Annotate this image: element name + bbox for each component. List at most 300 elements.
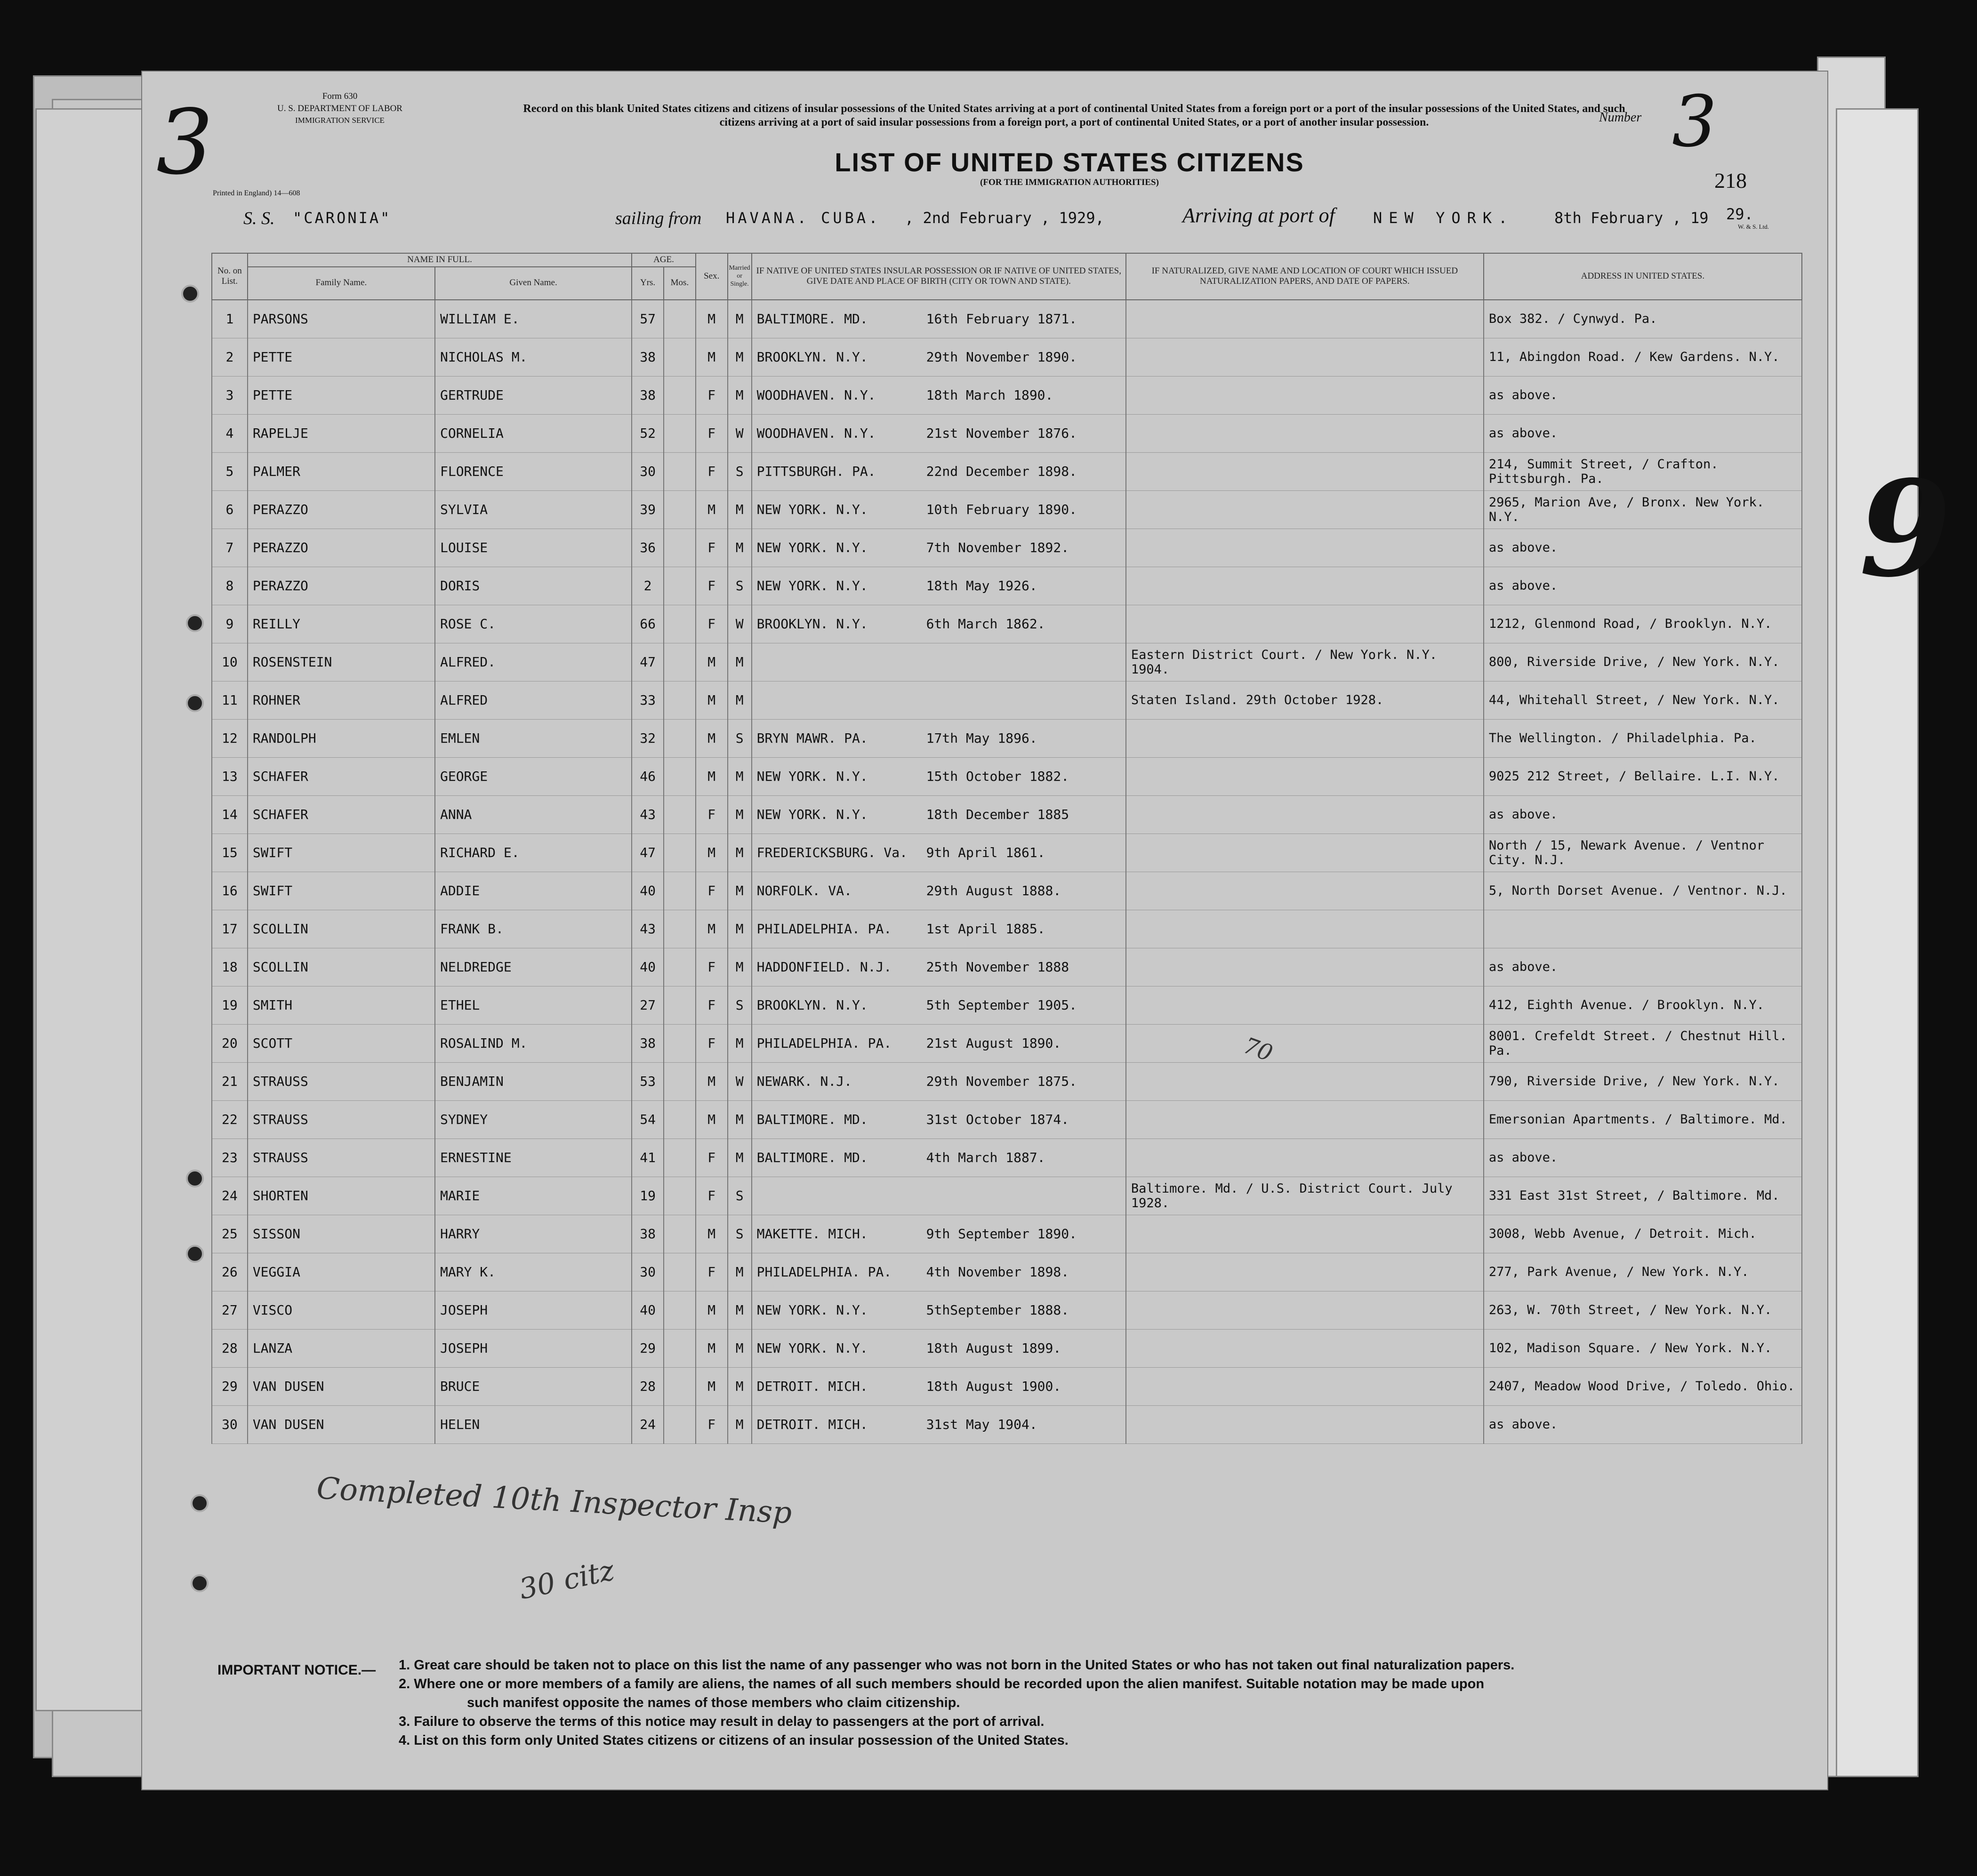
given-name: ROSE C.	[435, 605, 632, 643]
birth-place: BALTIMORE. MD.	[756, 1150, 868, 1166]
age-years: 41	[632, 1138, 664, 1177]
given-name: RICHARD E.	[435, 834, 632, 872]
naturalization	[1126, 605, 1484, 643]
given-name: HARRY	[435, 1215, 632, 1253]
age-months	[664, 719, 696, 757]
margin-mark: 70	[1240, 1032, 1276, 1067]
sailing-label: sailing from	[615, 208, 702, 228]
age-months	[664, 986, 696, 1024]
birth-place: PITTSBURGH. PA.	[756, 464, 876, 480]
address	[1484, 872, 1802, 910]
family-name: VISCO	[248, 1291, 435, 1329]
given-name: EMLEN	[435, 719, 632, 757]
birth-place: NEW YORK. N.Y.	[756, 769, 868, 785]
sex: M	[696, 719, 728, 757]
naturalization	[1126, 1062, 1484, 1100]
sex: F	[696, 1138, 728, 1177]
sex: F	[696, 1177, 728, 1215]
marital-status: M	[728, 948, 752, 986]
marital-status: M	[728, 1253, 752, 1291]
age-years: 39	[632, 490, 664, 529]
sex: F	[696, 795, 728, 834]
birth-place: HADDONFIELD. N.J.	[756, 959, 892, 975]
family-name: RANDOLPH	[248, 719, 435, 757]
address-text: 412, Eighth Avenue. / Brooklyn. N.Y.	[1488, 998, 1765, 1013]
birth-place-date	[752, 338, 1126, 376]
birth-place: BROOKLYN. N.Y.	[756, 616, 868, 632]
birth-place-date	[752, 948, 1126, 986]
family-name: SHORTEN	[248, 1177, 435, 1215]
sex: F	[696, 567, 728, 605]
given-name: MARIE	[435, 1177, 632, 1215]
birth-place: BROOKLYN. N.Y.	[756, 349, 868, 365]
naturalization	[1126, 1215, 1484, 1253]
age-months	[664, 1329, 696, 1367]
given-name: JOSEPH	[435, 1329, 632, 1367]
family-name: PARSONS	[248, 300, 435, 338]
birth-place-date	[752, 795, 1126, 834]
birth-date: 18th August 1900.	[926, 1379, 1061, 1395]
naturalization	[1126, 795, 1484, 834]
birth-date: 15th October 1882.	[926, 769, 1069, 785]
birth-date: 18th August 1899.	[926, 1340, 1061, 1356]
birth-date: 29th November 1890.	[926, 349, 1077, 365]
table-row	[212, 1329, 1802, 1367]
table-row	[212, 681, 1802, 719]
birth-date: 21st November 1876.	[926, 425, 1077, 441]
age-years: 32	[632, 719, 664, 757]
given-name: SYLVIA	[435, 490, 632, 529]
marital-status: S	[728, 719, 752, 757]
birth-place: MAKETTE. MICH.	[756, 1226, 868, 1242]
col-naturalized: IF NATURALIZED, GIVE NAME AND LOCATION OF COURT WHICH ISSUED NATURALIZATION PAPERS, AND DATE OF PAPERS.	[1126, 253, 1484, 300]
col-sex: Sex.	[696, 253, 728, 300]
birth-date: 18th May 1926.	[926, 578, 1037, 594]
address	[1484, 605, 1802, 643]
sex: M	[696, 757, 728, 795]
marital-status: M	[728, 338, 752, 376]
naturalization	[1126, 872, 1484, 910]
address	[1484, 567, 1802, 605]
binder-hole	[181, 285, 199, 303]
birth-place: NEW YORK. N.Y.	[756, 540, 868, 556]
age-months	[664, 414, 696, 452]
given-name: ALFRED	[435, 681, 632, 719]
sex: F	[696, 605, 728, 643]
sex: M	[696, 681, 728, 719]
address	[1484, 529, 1802, 567]
given-name: ADDIE	[435, 872, 632, 910]
age-years: 19	[632, 1177, 664, 1215]
address-text: 3008, Webb Avenue, / Detroit. Mich.	[1488, 1227, 1757, 1242]
age-months	[664, 834, 696, 872]
age-years: 47	[632, 643, 664, 681]
birth-date: 18th December 1885	[926, 807, 1069, 823]
birth-place: PHILADELPHIA. PA.	[756, 921, 892, 937]
table-row	[212, 452, 1802, 490]
birth-date: 6th March 1862.	[926, 616, 1045, 632]
birth-place: FREDERICKSBURG. Va.	[756, 845, 908, 861]
birth-place-date	[752, 1024, 1126, 1062]
age-years: 38	[632, 338, 664, 376]
age-months	[664, 1062, 696, 1100]
birth-place: NEW YORK. N.Y.	[756, 1340, 868, 1356]
birth-place-date	[752, 719, 1126, 757]
birth-place: BALTIMORE. MD.	[756, 311, 868, 327]
sex: M	[696, 643, 728, 681]
marital-status: M	[728, 910, 752, 948]
notice-heading: IMPORTANT NOTICE.—	[217, 1662, 376, 1678]
col-mos: Mos.	[664, 267, 696, 300]
birth-date: 1st April 1885.	[926, 921, 1045, 937]
naturalization	[1126, 338, 1484, 376]
age-months	[664, 1253, 696, 1291]
from-port: HAVANA. CUBA.	[726, 209, 881, 227]
table-row	[212, 757, 1802, 795]
binder-hole	[191, 1494, 209, 1512]
row-number: 14	[212, 795, 248, 834]
family-name: ROSENSTEIN	[248, 643, 435, 681]
table-row	[212, 300, 1802, 338]
address-text: 5, North Dorset Avenue. / Ventnor. N.J.	[1488, 883, 1787, 898]
birth-place-date	[752, 567, 1126, 605]
row-number: 29	[212, 1367, 248, 1405]
table-row	[212, 986, 1802, 1024]
birth-place-date	[752, 1138, 1126, 1177]
address	[1484, 1367, 1802, 1405]
given-name: CORNELIA	[435, 414, 632, 452]
birth-place: NEW YORK. N.Y.	[756, 578, 868, 594]
table-row	[212, 414, 1802, 452]
birth-place-date	[752, 1177, 1126, 1215]
table-row	[212, 1138, 1802, 1177]
table-row	[212, 1177, 1802, 1215]
age-years: 30	[632, 452, 664, 490]
birth-date: 5th September 1905.	[926, 997, 1077, 1013]
address-text: as above.	[1488, 426, 1558, 441]
sex: F	[696, 1024, 728, 1062]
family-name: PERAZZO	[248, 567, 435, 605]
arrival-date: 8th February , 19	[1554, 209, 1709, 227]
row-number: 30	[212, 1405, 248, 1443]
given-name: DORIS	[435, 567, 632, 605]
birth-date: 31st October 1874.	[926, 1112, 1069, 1128]
address-text: 2965, Marion Ave, / Bronx. New York. N.Y.	[1488, 495, 1765, 524]
underlying-sheet-left	[35, 108, 151, 1711]
address-text: as above.	[1488, 1417, 1558, 1432]
birth-place: DETROIT. MICH.	[756, 1379, 868, 1395]
address-text: 214, Summit Street, / Crafton. Pittsburgh. Pa.	[1488, 457, 1719, 486]
family-name: LANZA	[248, 1329, 435, 1367]
sex: F	[696, 376, 728, 414]
naturalization	[1126, 1367, 1484, 1405]
address	[1484, 1329, 1802, 1367]
naturalization	[1126, 1329, 1484, 1367]
address	[1484, 452, 1802, 490]
address	[1484, 1024, 1802, 1062]
address	[1484, 376, 1802, 414]
address	[1484, 1215, 1802, 1253]
birth-date: 10th February 1890.	[926, 502, 1077, 518]
age-years: 53	[632, 1062, 664, 1100]
address-text: 9025 212 Street, / Bellaire. L.I. N.Y.	[1488, 769, 1780, 784]
table-row	[212, 338, 1802, 376]
birth-place-date	[752, 605, 1126, 643]
passenger-table	[211, 253, 1802, 1444]
family-name: PERAZZO	[248, 490, 435, 529]
sex: F	[696, 1405, 728, 1443]
col-no: No. on List.	[212, 253, 248, 300]
address-text: 263, W. 70th Street, / New York. N.Y.	[1488, 1303, 1772, 1318]
age-years: 47	[632, 834, 664, 872]
age-years: 43	[632, 910, 664, 948]
naturalization	[1126, 757, 1484, 795]
birth-place-date	[752, 872, 1126, 910]
sex: M	[696, 834, 728, 872]
given-name: LOUISE	[435, 529, 632, 567]
birth-date: 29th August 1888.	[926, 883, 1061, 899]
page-title: LIST OF UNITED STATES CITIZENS	[835, 147, 1304, 177]
age-years: 24	[632, 1405, 664, 1443]
row-number: 11	[212, 681, 248, 719]
family-name: REILLY	[248, 605, 435, 643]
address-text: 8001. Crefeldt Street. / Chestnut Hill. Pa.	[1488, 1028, 1787, 1058]
notice-item: 4. List on this form only United States citizens or citizens of an insular possession of the United States.	[399, 1733, 1069, 1748]
birth-place-date	[752, 681, 1126, 719]
sex: F	[696, 1253, 728, 1291]
given-name: JOSEPH	[435, 1291, 632, 1329]
naturalization	[1126, 300, 1484, 338]
family-name: SCOLLIN	[248, 910, 435, 948]
age-years: 27	[632, 986, 664, 1024]
row-number: 13	[212, 757, 248, 795]
age-years: 52	[632, 414, 664, 452]
age-months	[664, 1367, 696, 1405]
binder-hole	[186, 1245, 204, 1263]
table-row	[212, 1062, 1802, 1100]
naturalization	[1126, 986, 1484, 1024]
age-years: 29	[632, 1329, 664, 1367]
table-row	[212, 567, 1802, 605]
row-number: 5	[212, 452, 248, 490]
col-native: IF NATIVE OF UNITED STATES INSULAR POSSESSION OR IF NATIVE OF UNITED STATES, GIVE DATE AND PLACE OF BIRTH (CITY OR TOWN AND STATE).	[752, 253, 1126, 300]
age-months	[664, 757, 696, 795]
naturalization	[1126, 1291, 1484, 1329]
address	[1484, 795, 1802, 834]
count-note: 30 citz	[516, 1554, 617, 1606]
age-years: 38	[632, 1024, 664, 1062]
row-number: 8	[212, 567, 248, 605]
birth-place-date	[752, 1253, 1126, 1291]
birth-place-date	[752, 834, 1126, 872]
naturalization	[1126, 1138, 1484, 1177]
age-years: 38	[632, 1215, 664, 1253]
ws-mark: W. & S. Ltd.	[1738, 223, 1769, 230]
address-text: as above.	[1488, 540, 1558, 555]
birth-place-date	[752, 643, 1126, 681]
marital-status: W	[728, 605, 752, 643]
printed-note: Printed in England) 14—608	[213, 189, 300, 197]
family-name: PALMER	[248, 452, 435, 490]
birth-place-date	[752, 1291, 1126, 1329]
address-text: The Wellington. / Philadelphia. Pa.	[1488, 731, 1757, 746]
given-name: BRUCE	[435, 1367, 632, 1405]
given-name: GEORGE	[435, 757, 632, 795]
naturalization	[1126, 567, 1484, 605]
naturalization	[1126, 529, 1484, 567]
birth-place-date	[752, 490, 1126, 529]
family-name: PERAZZO	[248, 529, 435, 567]
birth-date: 21st August 1890.	[926, 1035, 1061, 1051]
given-name: BENJAMIN	[435, 1062, 632, 1100]
marital-status: M	[728, 1100, 752, 1138]
sex: M	[696, 300, 728, 338]
row-number: 12	[212, 719, 248, 757]
marital-status: M	[728, 643, 752, 681]
row-number: 22	[212, 1100, 248, 1138]
family-name: SWIFT	[248, 872, 435, 910]
age-years: 43	[632, 795, 664, 834]
address-text: Emersonian Apartments. / Baltimore. Md.	[1488, 1112, 1787, 1127]
department: U. S. DEPARTMENT OF LABOR	[277, 104, 402, 113]
table-row	[212, 719, 1802, 757]
address	[1484, 1291, 1802, 1329]
birth-place-date	[752, 414, 1126, 452]
naturalization-text: Eastern District Court. / New York. N.Y. 1904.	[1131, 647, 1438, 677]
address	[1484, 948, 1802, 986]
table-row	[212, 643, 1802, 681]
marital-status: M	[728, 1367, 752, 1405]
marital-status: S	[728, 452, 752, 490]
row-number: 26	[212, 1253, 248, 1291]
birth-place-date	[752, 1405, 1126, 1443]
sex: M	[696, 1100, 728, 1138]
table-row	[212, 795, 1802, 834]
col-yrs: Yrs.	[632, 267, 664, 300]
row-number: 7	[212, 529, 248, 567]
birth-place: WOODHAVEN. N.Y.	[756, 425, 876, 441]
notice-item: 2. Where one or more members of a family are aliens, the names of all such members should be recorded upon the alien manifest. Suitable notation may be made upon	[399, 1676, 1485, 1692]
sex: F	[696, 986, 728, 1024]
binder-hole	[186, 614, 204, 632]
marital-status: W	[728, 414, 752, 452]
birth-place-date	[752, 757, 1126, 795]
notice-item: 3. Failure to observe the terms of this notice may result in delay to passengers at the port of arrival.	[399, 1714, 1045, 1729]
family-name: SCHAFER	[248, 757, 435, 795]
family-name: VAN DUSEN	[248, 1405, 435, 1443]
birth-place: DETROIT. MICH.	[756, 1417, 868, 1433]
marital-status: M	[728, 1138, 752, 1177]
page-subtitle: (FOR THE IMMIGRATION AUTHORITIES)	[980, 177, 1159, 187]
age-months	[664, 1177, 696, 1215]
row-number: 28	[212, 1329, 248, 1367]
birth-place: BRYN MAWR. PA.	[756, 730, 868, 746]
birth-place: BALTIMORE. MD.	[756, 1112, 868, 1128]
birth-date: 4th November 1898.	[926, 1264, 1069, 1280]
address-text: as above.	[1488, 388, 1558, 403]
address-text: 277, Park Avenue, / New York. N.Y.	[1488, 1265, 1749, 1280]
birth-date: 7th November 1892.	[926, 540, 1069, 556]
table-row	[212, 948, 1802, 986]
sail-date: , 2nd February , 1929,	[905, 209, 1104, 227]
age-months	[664, 300, 696, 338]
address-text: North / 15, Newark Avenue. / Ventnor City. N.J.	[1488, 838, 1765, 867]
marital-status: M	[728, 529, 752, 567]
age-months	[664, 795, 696, 834]
table-row	[212, 490, 1802, 529]
birth-date: 4th March 1887.	[926, 1150, 1045, 1166]
given-name: NICHOLAS M.	[435, 338, 632, 376]
naturalization	[1126, 643, 1484, 681]
given-name: FLORENCE	[435, 452, 632, 490]
sex: M	[696, 490, 728, 529]
given-name: ERNESTINE	[435, 1138, 632, 1177]
marital-status: M	[728, 872, 752, 910]
number-value: 3	[1672, 81, 1717, 163]
family-name: VAN DUSEN	[248, 1367, 435, 1405]
given-name: ETHEL	[435, 986, 632, 1024]
naturalization	[1126, 719, 1484, 757]
family-name: STRAUSS	[248, 1062, 435, 1100]
address	[1484, 1138, 1802, 1177]
naturalization	[1126, 1405, 1484, 1443]
completed-note: Completed 10th Inspector Insp	[315, 1471, 793, 1531]
age-years: 40	[632, 948, 664, 986]
marital-status: S	[728, 567, 752, 605]
age-years: 66	[632, 605, 664, 643]
address	[1484, 1062, 1802, 1100]
address-text: as above.	[1488, 960, 1558, 975]
table-row	[212, 1100, 1802, 1138]
age-years: 40	[632, 872, 664, 910]
address-text: 790, Riverside Drive, / New York. N.Y.	[1488, 1074, 1780, 1089]
row-number: 4	[212, 414, 248, 452]
marital-status: M	[728, 681, 752, 719]
birth-place-date	[752, 452, 1126, 490]
marital-status: M	[728, 1329, 752, 1367]
address	[1484, 338, 1802, 376]
age-months	[664, 681, 696, 719]
table-row	[212, 376, 1802, 414]
address	[1484, 643, 1802, 681]
col-given-name: Given Name.	[435, 267, 632, 300]
address	[1484, 719, 1802, 757]
address-text: 11, Abingdon Road. / Kew Gardens. N.Y.	[1488, 350, 1780, 365]
row-number: 17	[212, 910, 248, 948]
birth-place: BROOKLYN. N.Y.	[756, 997, 868, 1013]
binder-hole	[186, 1170, 204, 1187]
naturalization	[1126, 1253, 1484, 1291]
given-name: MARY K.	[435, 1253, 632, 1291]
naturalization-text: Baltimore. Md. / U.S. District Court. July 1928.	[1131, 1181, 1453, 1211]
naturalization	[1126, 1177, 1484, 1215]
age-months	[664, 910, 696, 948]
number-label: Number	[1599, 110, 1642, 125]
row-number: 1	[212, 300, 248, 338]
row-number: 27	[212, 1291, 248, 1329]
family-name: PETTE	[248, 376, 435, 414]
table-row	[212, 529, 1802, 567]
birth-date: 18th March 1890.	[926, 387, 1053, 403]
naturalization	[1126, 414, 1484, 452]
row-number: 21	[212, 1062, 248, 1100]
sex: M	[696, 1062, 728, 1100]
family-name: SCHAFER	[248, 795, 435, 834]
birth-place: NEW YORK. N.Y.	[756, 502, 868, 518]
age-years: 2	[632, 567, 664, 605]
address	[1484, 1405, 1802, 1443]
sex: F	[696, 529, 728, 567]
